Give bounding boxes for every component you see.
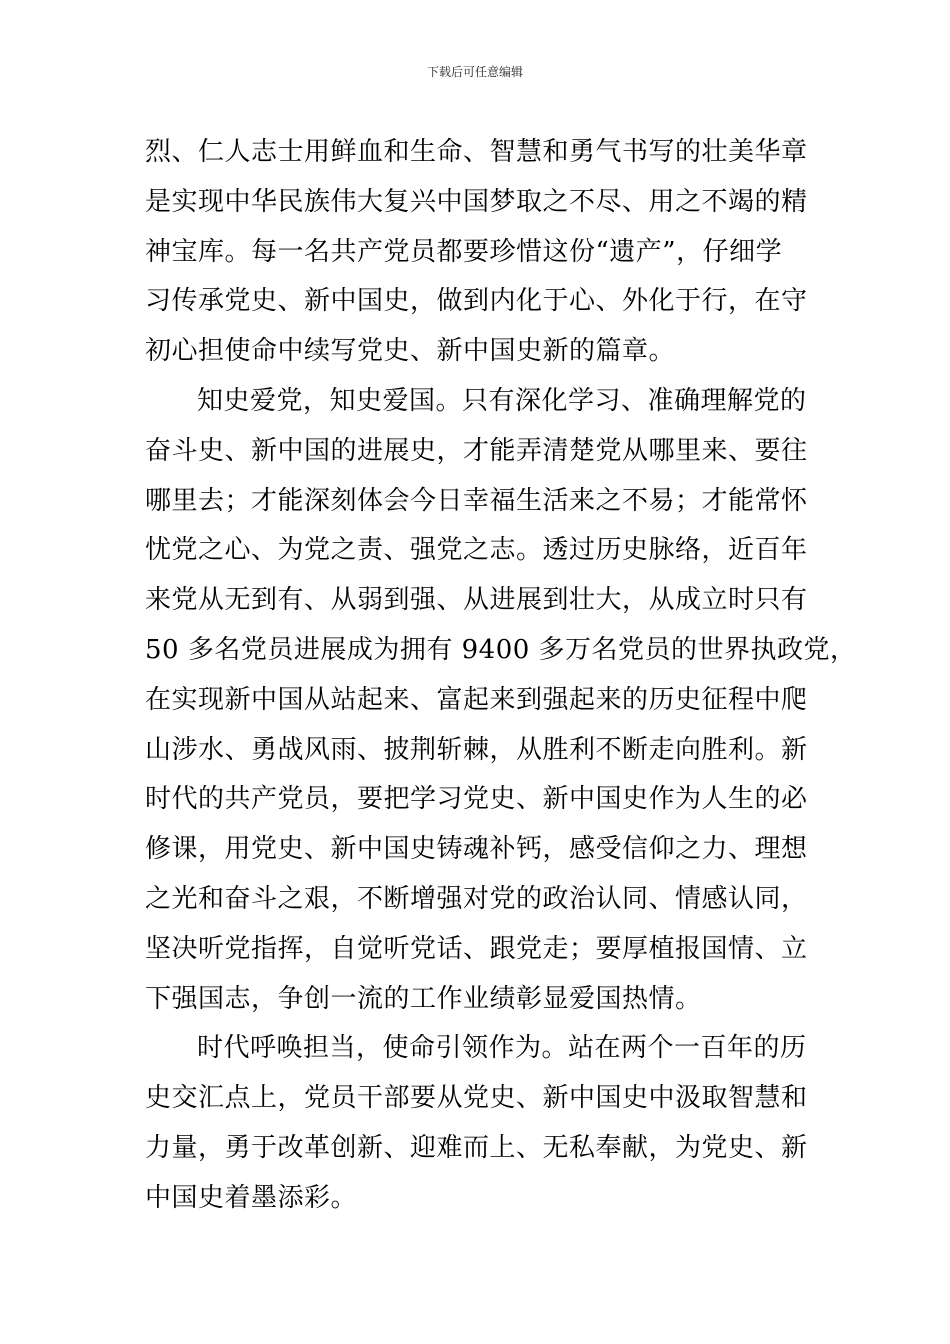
text-line: 中国史着墨添彩。 <box>145 1182 358 1213</box>
text-line: 知史爱党，知史爱国。只有深化学习、准确理解党的 <box>197 385 807 416</box>
text-line: 修课，用党史、新中国史铸魂补钙，感受信仰之力、理想 <box>145 834 808 865</box>
text-line: 下强国志，争创一流的工作业绩彰显爱国热情。 <box>145 983 702 1014</box>
text-line: 哪里去；才能深刻体会今日幸福生活来之不易；才能常怀 <box>145 485 808 516</box>
text-line: 烈、仁人志士用鲜血和生命、智慧和勇气书写的壮美华章 <box>145 137 808 167</box>
text-line: 习传承党史、新中国史，做到内化于心、外化于行，在守 <box>145 286 808 317</box>
text-line: 奋斗史、新中国的进展史，才能弄清楚党从哪里来、要往 <box>145 435 808 466</box>
text-line: 在实现新中国从站起来、富起来到强起来的历史征程中爬 <box>145 684 808 715</box>
text-line: 力量，勇于改革创新、迎难而上、无私奉献，为党史、新 <box>145 1132 808 1163</box>
text-line: 来党从无到有、从弱到强、从进展到壮大，从成立时只有 <box>145 585 808 616</box>
text-line: 史交汇点上，党员干部要从党史、新中国史中汲取智慧和 <box>145 1083 808 1114</box>
document-body <box>145 128 857 1224</box>
text-line: 时代呼唤担当，使命引领作为。站在两个一百年的历 <box>197 1033 807 1064</box>
text-line: 之光和奋斗之艰，不断增强对党的政治认同、情感认同， <box>145 883 808 914</box>
text-line: 是实现中华民族伟大复兴中国梦取之不尽、用之不竭的精 <box>145 186 808 217</box>
text-line: 神宝库。每一名共产党员都要珍惜这份“遗产”，仔细学 <box>145 236 783 267</box>
text-line: 50 多名党员进展成为拥有 9400 多万名党员的世界执政党， <box>145 634 857 665</box>
text-line: 忧党之心、为党之责、强党之志。透过历史脉络，近百年 <box>145 535 808 566</box>
text-line: 坚决听党指挥，自觉听党话、跟党走；要厚植报国情、立 <box>145 933 808 964</box>
page-header: 下载后可任意编辑 <box>426 65 523 79</box>
text-line: 时代的共产党员，要把学习党史、新中国史作为人生的必 <box>145 784 808 815</box>
text-line: 初心担使命中续写党史、新中国史新的篇章。 <box>145 336 676 367</box>
text-line: 山涉水、勇战风雨、披荆斩棘，从胜利不断走向胜利。新 <box>145 734 808 765</box>
